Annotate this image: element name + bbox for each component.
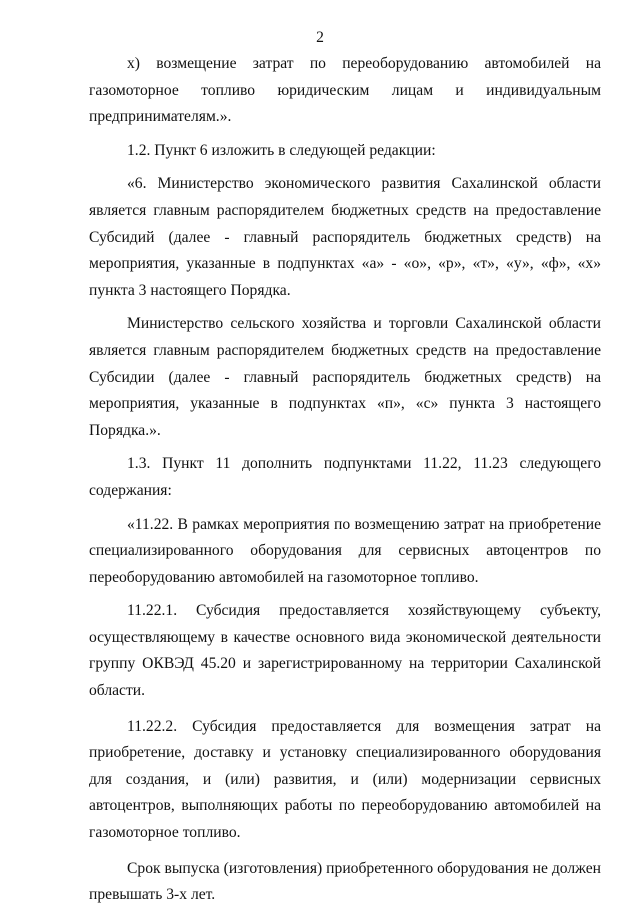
document-body	[89, 51, 601, 909]
paragraph-1-2: 1.2. Пункт 6 изложить в следующей редакции:	[127, 141, 436, 159]
paragraph-1-3: 1.3. Пункт 11 дополнить подпунктами 11.22, 11.23 следующего содержания:	[89, 455, 601, 499]
paragraph-11-22-1: 11.22.1. Субсидия предоставляется хозяйствующему субъекту, осуществляющему в качестве основного вида экономической деятельности группу ОКВЭД 45.20 и зарегистрированному на территории Сахалинской области.	[89, 602, 601, 700]
paragraph-equipment-age: Срок выпуска (изготовления) приобретенного оборудования не должен превышать 3-х лет.	[89, 859, 601, 904]
paragraph-ministry-agriculture: Министерство сельского хозяйства и торговли Сахалинской области является главным распорядителем бюджетных средств на предоставление Субсидии (далее - главный распорядитель бюджетных средств) на мероприятия, указанные в подпунктах «п», «с» пункта 3 настоящего Порядка.».	[89, 315, 601, 439]
paragraph-point-6: «6. Министерство экономического развития Сахалинской области является главным распорядителем бюджетных средств на предоставление Субсидий (далее - главный распорядитель бюджетных средств) на мероприятия, указанные в подпунктах «а» - «о», «р», «т», «у», «ф», «х» пункта 3 настоящего Порядка.	[89, 175, 601, 299]
paragraph-11-22-2: 11.22.2. Субсидия предоставляется для возмещения затрат на приобретение, доставку и установку специализированного оборудования для создания, и (или) развития, и (или) модернизации сервисных автоцентров, выполняющих работы по переоборудованию автомобилей на газомоторное топливо.	[89, 717, 601, 842]
paragraph-subitem-kh: х) возмещение затрат по переоборудованию автомобилей на газомоторное топливо юридическим лицам и индивидуальным предпринимателям.».	[89, 55, 601, 126]
page-number: 2	[316, 29, 324, 46]
paragraph-11-22: «11.22. В рамках мероприятия по возмещению затрат на приобретение специализированного оборудования для сервисных автоцентров по переоборудованию автомобилей на газомоторное топливо.	[89, 515, 601, 586]
